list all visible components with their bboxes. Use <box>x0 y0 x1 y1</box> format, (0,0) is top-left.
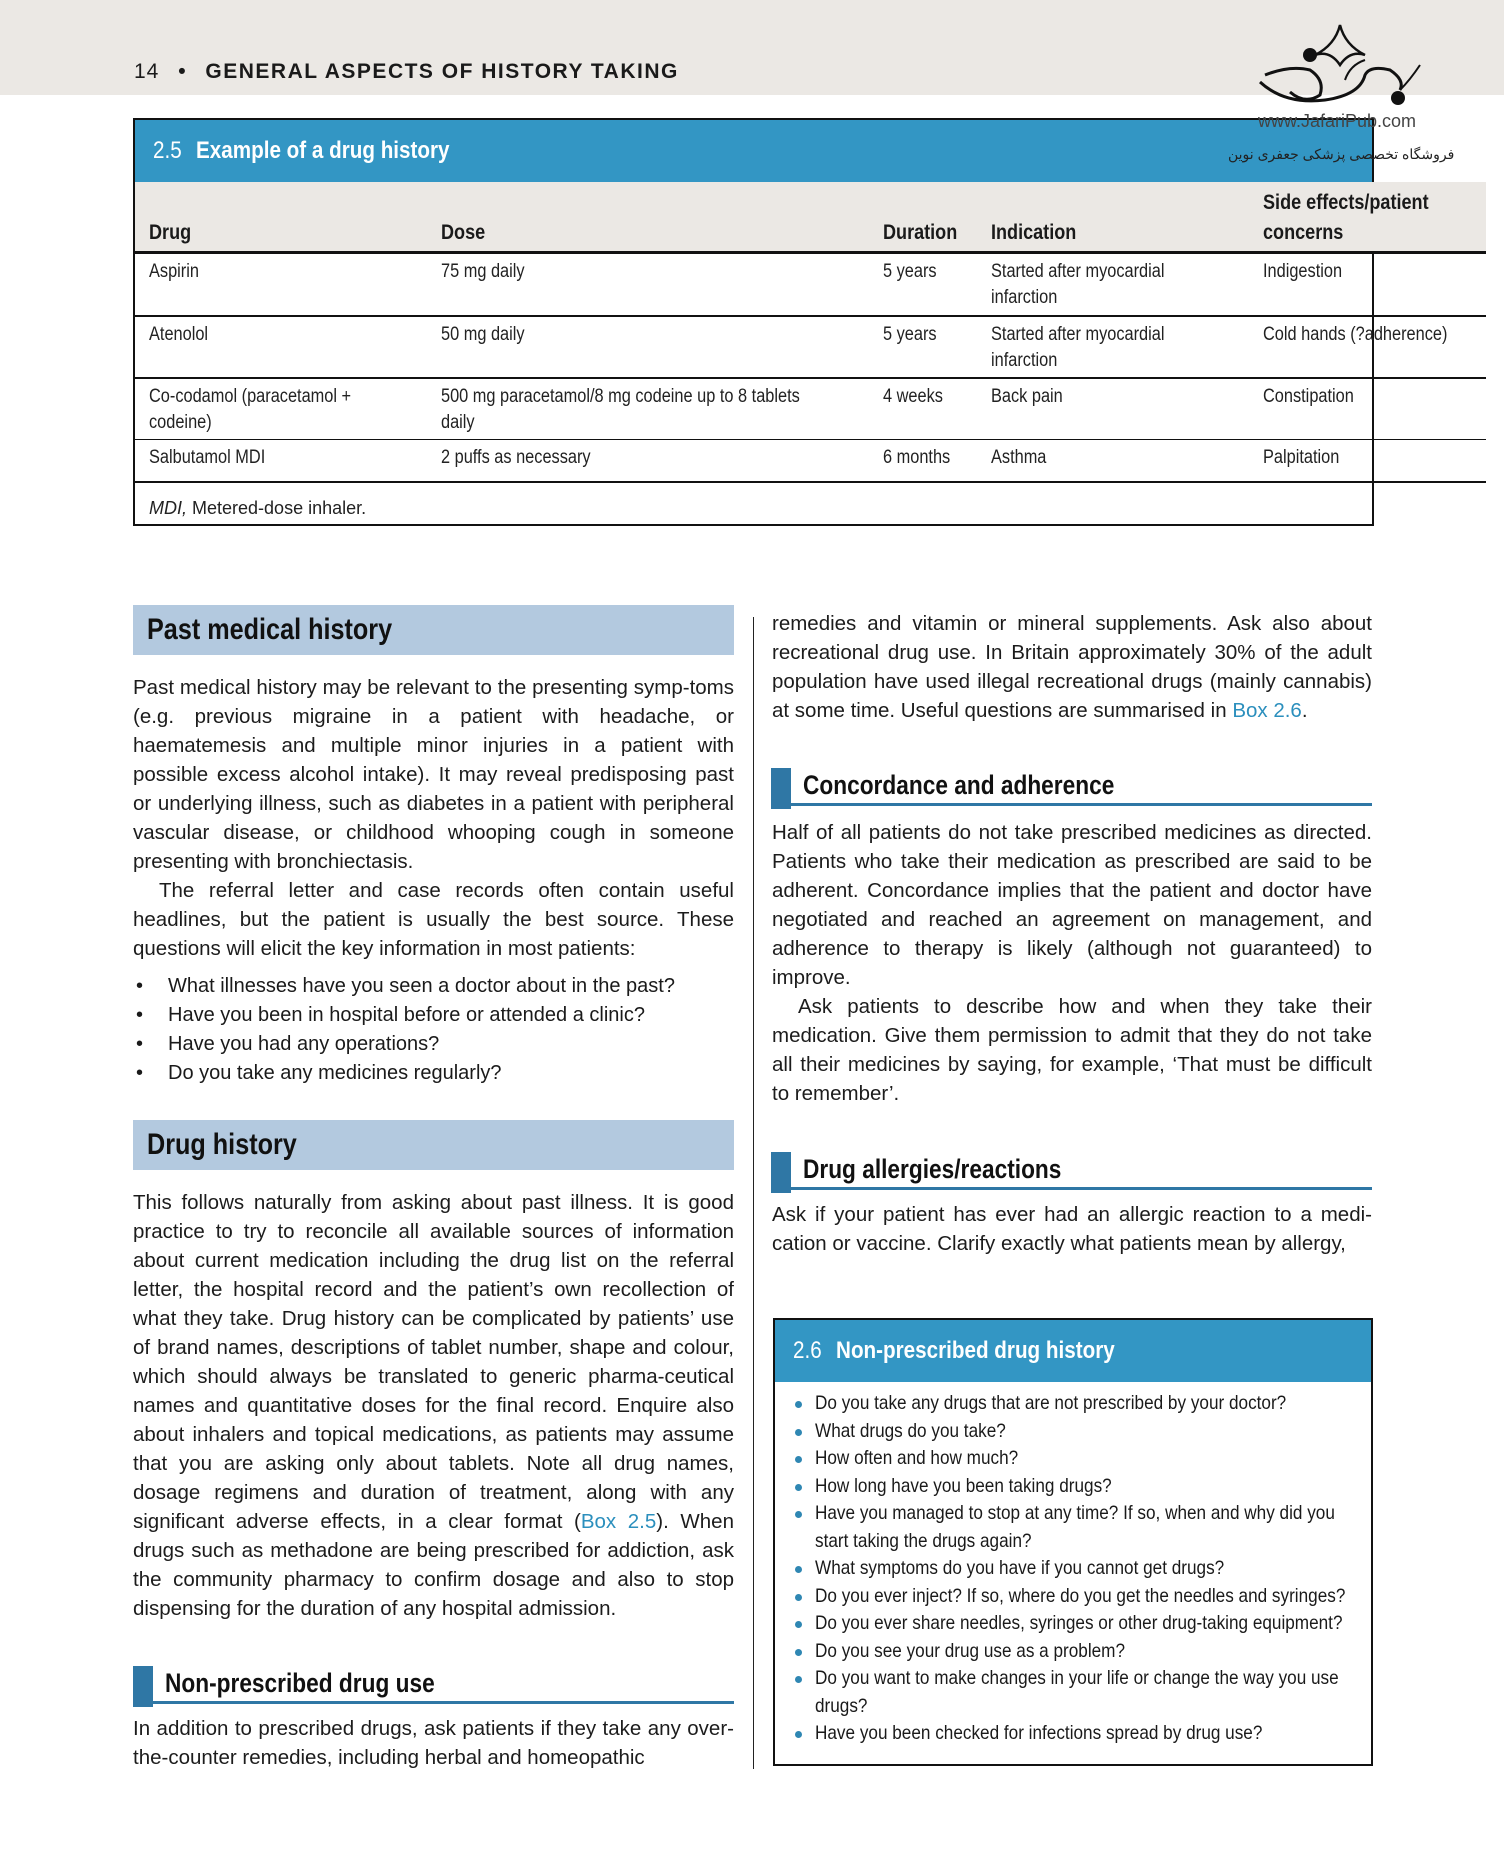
cell-side-effects: Palpitation <box>1249 440 1485 482</box>
cell-indication: Back pain <box>977 378 1249 440</box>
list-item: Do you see your drug use as a problem? <box>795 1638 1359 1666</box>
watermark-url: www.JafariPub.com <box>1258 111 1417 131</box>
non-prescribed-paragraph-right: remedies and vitamin or mineral supplements. Ask also about recreational drug use. In Britain approximately 30% of the adult population have used illegal recreational drugs (mainly cannabis) at some time. Useful questions are summarised in Box 2.6. <box>772 612 1372 722</box>
header-separator: • <box>178 60 187 83</box>
list-item: • Do you take any medicines regularly? <box>136 1059 736 1088</box>
past-medical-history-paragraph-1: Past medical history may be relevant to the presenting symp-toms (e.g. previous migraine in a patient with headache, or haematemesis and multiple minor injuries in a patient with possible excess alcohol intake). It may reveal predisposing past or underlying illness, such as diabetes in a patient with peripheral vascular disease, or childhood whooping cough in someone presenting with bronchiectasis. <box>133 676 734 873</box>
box-2-5-header <box>135 120 1372 182</box>
cell-drug: Co-codamol (paracetamol + codeine) <box>135 378 427 440</box>
section-heading-drug-history: Drug history <box>133 1120 734 1170</box>
table-row <box>135 440 1486 482</box>
cell-duration: 6 months <box>869 440 977 482</box>
list-item: What drugs do you take? <box>795 1418 1359 1446</box>
footnote-abbreviation: MDI, <box>149 497 187 518</box>
concordance-paragraph-1: Half of all patients do not take prescribed medicines as directed. Patients who take their medication as prescribed are said to be adherent. Concordance implies that the patient and doctor have negotiated and reached an agreement on management, and adherence to therapy is likely (although not guaranteed) to improve. <box>772 821 1372 989</box>
box-2-6-header <box>775 1320 1371 1382</box>
past-medical-history-paragraph-2: The referral letter and case records often contain useful headlines, but the patient is usually the best source. These questions will elicit the key information in most patients: <box>133 879 734 960</box>
table-footnote <box>135 482 1486 528</box>
list-item: • Have you been in hospital before or attended a clinic? <box>136 1001 736 1030</box>
column-divider <box>753 617 754 1769</box>
cell-side-effects: Indigestion <box>1249 253 1485 316</box>
box-2-6-link[interactable]: Box 2.6 <box>1232 699 1302 722</box>
table-row <box>135 316 1486 378</box>
subheading-non-prescribed-drug-use: Non-prescribed drug use <box>133 1666 734 1704</box>
table-header-row <box>135 182 1486 253</box>
subheading-accent-bar <box>771 768 791 809</box>
list-item: • Have you had any operations? <box>136 1030 736 1059</box>
cell-indication: Started after myocardial infarction <box>977 316 1249 378</box>
box-title: Example of a drug history <box>196 137 450 164</box>
subheading-concordance-and-adherence: Concordance and adherence <box>771 768 1372 806</box>
cell-drug: Salbutamol MDI <box>135 440 427 482</box>
box-number: 2.5 <box>153 137 182 164</box>
column-header-drug: Drug <box>135 182 427 253</box>
list-item: What symptoms do you have if you cannot get drugs? <box>795 1555 1359 1583</box>
cell-duration: 5 years <box>869 316 977 378</box>
cell-indication: Asthma <box>977 440 1249 482</box>
list-item: Do you take any drugs that are not prescribed by your doctor? <box>795 1390 1359 1418</box>
list-item: • What illnesses have you seen a doctor about in the past? <box>136 972 736 1001</box>
chapter-title: GENERAL ASPECTS OF HISTORY TAKING <box>205 60 679 83</box>
cell-dose: 50 mg daily <box>427 316 869 378</box>
box-title: Non-prescribed drug history <box>836 1337 1115 1364</box>
concordance-paragraph-2: Ask patients to describe how and when they take their medication. Give them permission to admit that they do not take all their medicines by saying, for example, ‘That must be difficult to remember’. <box>772 995 1372 1105</box>
column-header-side-effects: Side effects/patient concerns <box>1249 182 1485 253</box>
allergies-paragraph: Ask if your patient has ever had an allergic reaction to a medi-cation or vaccine. Clarify exactly what patients mean by allergy, <box>772 1203 1372 1255</box>
cell-dose: 2 puffs as necessary <box>427 440 869 482</box>
subheading-drug-allergies: Drug allergies/reactions <box>771 1152 1372 1190</box>
list-item: Have you managed to stop at any time? If so, when and why did you start taking the drugs again? <box>795 1500 1359 1555</box>
cell-drug: Atenolol <box>135 316 427 378</box>
table-footnote-row <box>135 482 1486 528</box>
subheading-accent-bar <box>771 1152 791 1193</box>
table-row <box>135 253 1486 316</box>
list-item: Do you ever inject? If so, where do you get the needles and syringes? <box>795 1583 1359 1611</box>
cell-dose: 500 mg paracetamol/8 mg codeine up to 8 tablets daily <box>427 378 869 440</box>
cell-duration: 5 years <box>869 253 977 316</box>
box-2-6-non-prescribed-drug-history <box>773 1318 1373 1766</box>
cell-duration: 4 weeks <box>869 378 977 440</box>
running-header <box>134 60 679 84</box>
watermark-tagline: فروشگاه تخصصی پزشکی جعفری نوین <box>1228 146 1455 162</box>
publisher-logo-icon <box>1250 20 1430 110</box>
list-item: Have you been checked for infections spread by drug use? <box>795 1720 1359 1748</box>
footnote-text: Metered-dose inhaler. <box>192 497 367 518</box>
column-header-dose: Dose <box>427 182 869 253</box>
cell-indication: Started after myocardial infarction <box>977 253 1249 316</box>
list-item: Do you ever share needles, syringes or other drug-taking equipment? <box>795 1610 1359 1638</box>
non-prescribed-paragraph-left: In addition to prescribed drugs, ask patients if they take any over-the-counter remedies, including herbal and homeopathic <box>133 1717 734 1769</box>
drug-history-paragraph: This follows naturally from asking about past illness. It is good practice to try to reconcile all available sources of information about current medication including the drug list on the referral letter, the hospital record and the patient’s own recollection of what they take. Drug history can be complicated by patients’ use of brand names, descriptions of tablet number, shape and colour, which should always be translated to generic pharma-ceutical names and quantitative doses for the final record. Enquire also about inhalers and topical medications, as patients may assume that you are asking only about tablets. Note all drug names, dosage regimens and duration of treatment, along with any significant adverse effects, in a clear format (Box 2.5). When drugs such as methadone are being prescribed for addiction, ask the community pharmacy to confirm dosage and also to stop dispensing for the duration of any hospital admission. <box>133 1191 734 1620</box>
box-2-6-questions <box>775 1390 1371 1748</box>
table-row <box>135 378 1486 440</box>
cell-drug: Aspirin <box>135 253 427 316</box>
past-medical-history-questions <box>136 972 736 1088</box>
list-item: How long have you been taking drugs? <box>795 1473 1359 1501</box>
page-number: 14 <box>134 60 160 83</box>
list-item: How often and how much? <box>795 1445 1359 1473</box>
subheading-accent-bar <box>133 1666 153 1707</box>
column-header-indication: Indication <box>977 182 1249 253</box>
cell-side-effects: Constipation <box>1249 378 1485 440</box>
drug-history-table <box>135 182 1486 528</box>
box-number: 2.6 <box>793 1337 822 1364</box>
cell-side-effects: Cold hands (?adherence) <box>1249 316 1485 378</box>
cell-dose: 75 mg daily <box>427 253 869 316</box>
list-item: Do you want to make changes in your life or change the way you use drugs? <box>795 1665 1359 1720</box>
box-2-5-link[interactable]: Box 2.5 <box>580 1510 657 1533</box>
column-header-duration: Duration <box>869 182 977 253</box>
section-heading-past-medical-history: Past medical history <box>133 605 734 655</box>
